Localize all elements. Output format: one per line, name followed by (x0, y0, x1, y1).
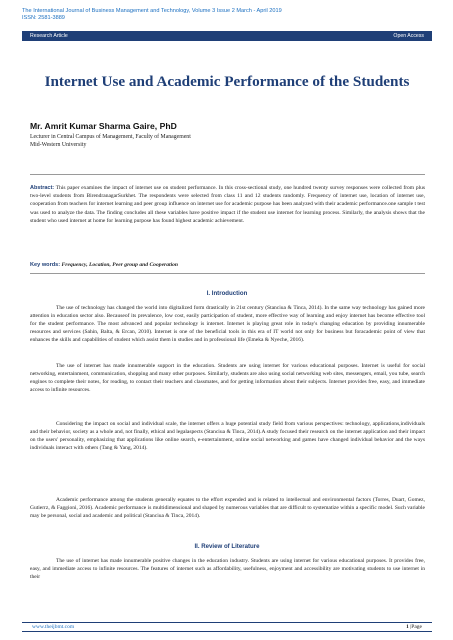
divider (30, 174, 425, 175)
article-band (22, 31, 432, 41)
section-heading-introduction: I. Introduction (206, 290, 248, 297)
access-label: Open Access (393, 33, 424, 39)
journal-header (22, 8, 432, 22)
affiliation-line-1: Lecturer in Central Campus of Management, Faculty of Management (30, 134, 191, 140)
paragraph: Academic performance among the students generally equates to the effort expended and is related to intellectual and environmental factors (Torres, Duart, Gomez, Gutierrz, & Faggioni, 2016). Academic performance is multidimensional and shaped by numerous variables that are difficult to systematize within a specific model. Such variable may be personal, social and academic and political (Stanciua & Tinca, 2014). (30, 497, 425, 520)
page-footer (22, 622, 432, 632)
section-heading-review: II. Review of Literature (194, 543, 260, 550)
paper-title: Internet Use and Academic Performance of the Students (44, 73, 410, 90)
journal-url[interactable]: www.theijbmt.com (32, 624, 75, 630)
abstract (30, 184, 425, 225)
keywords-text: Frequency, Location, Peer group and Cooperation (60, 262, 179, 268)
divider (30, 273, 425, 274)
author-name: Mr. Amrit Kumar Sharma Gaire, PhD (30, 121, 177, 131)
abstract-text: This paper examines the impact of internet use on student performance. In this cross-sectional study, one hundred twenty survey responses were collected from plus two-level students from BirendranagarSurkhet. The respondents were selected from class 11 and 12 students randomly. Frequency of internet use, location of internet use, cooperation from teachers for internet learning and peer group influence on internet use for academic purpose has been analyzed with their academic performance.one sample t test was used to analyze the data. The finding concludes all these variables have positive impact if the student use internet for learning process. Similarly, the analysis shows that the student who used internet at home for learning purpose has found highest academic achievement. (30, 185, 425, 224)
keywords (30, 262, 178, 268)
affiliation (30, 134, 191, 149)
journal-citation: The International Journal of Business Management and Technology, Volume 3 Issue 2 March - April 2019 (22, 8, 282, 14)
paragraph: Considering the impact on social and individual scale, the internet offers a huge potential study field from various perspectives: technology, applications,individuals and their behavior, society as a whole and, not finally, ethical and legalaspects (Stanciua & Tinca, 2014).A study focused their research on the internet application and their impact on the users' personality, emphasizing that applications like online search, e-entertainment, online social networking and games have changed individual behavior and the ways individuals interact with others (Tang & Yang, 2014). (30, 421, 425, 452)
issn: ISSN: 2581-3889 (22, 15, 65, 21)
paragraph: The use of internet has made innumerable positive changes in the education industry. Students are using internet for various educational purposes. It provides free, easy, and immediate access to infinite resources. The features of internet such as affordability, usefulness, enjoyment and accessibility are motivating students to use internet in their (30, 558, 425, 581)
page-number (406, 624, 422, 630)
paragraph: The use of technology has changed the world into digitalized form drastically in 21st century (Stanciua & Tinca, 2014). In the same way technology has gained more attention in education sector also. Becauseof its prevalence, low cost, easily participation of student, more effective way of learning and enjoy internet has become effective tool for the student performance. The most advanced and popular technology is internet. Internet is playing great role in today's changing education by providing innumerable resources and services (Sahin, Balta, & Ercan, 2010). Internet is one of the beneficial tools in this era of IT world not only for business but foracademic point of view that enhances the skills and capabilities of student which assist them in studies and in professional life (Emeka & Nyeche, 2016). (30, 305, 425, 344)
paragraph: The use of internet has made innumerable support in the education. Students are using internet for various educational purposes. Internet is useful for social networking, entertainment, communication, shopping and many other purposes. Similarly, students are also using social networking web sites, messengers, email, you tube, search engines to complete their notes, for reading, to contact their teachers and classmates, and for getting information about their subjects. Internet provides free, easy, and immediate access to infinite resources. (30, 363, 425, 394)
affiliation-line-2: Mid-Western University (30, 141, 87, 148)
abstract-label: Abstract: (30, 185, 55, 191)
keywords-label: Key words: (30, 262, 61, 268)
page-label: |Page (410, 624, 422, 630)
page-num: 1 (406, 624, 409, 630)
article-type: Research Article (30, 33, 68, 39)
